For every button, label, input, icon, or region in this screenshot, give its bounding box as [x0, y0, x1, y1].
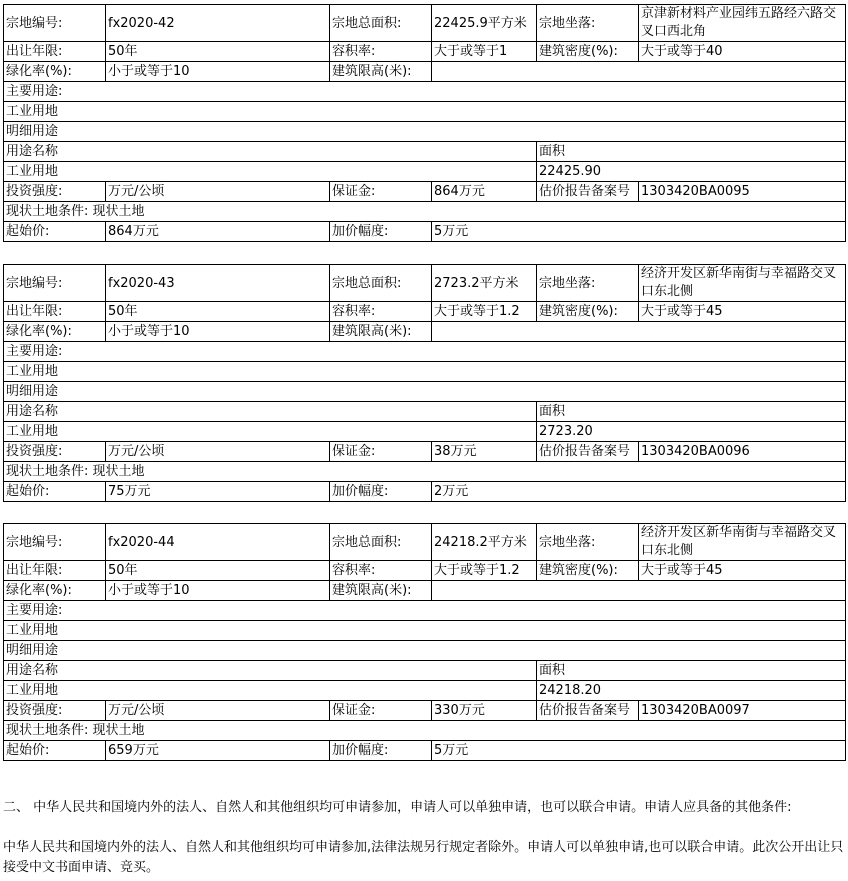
parcel-no-label: 宗地编号: [4, 5, 106, 42]
invest-value: 万元/公顷 [106, 442, 330, 462]
use-name-header: 用途名称 [4, 661, 537, 681]
area-header: 面积 [537, 402, 846, 422]
height-limit-value [432, 322, 846, 342]
far-label: 容积率: [330, 302, 432, 322]
far-label: 容积率: [330, 561, 432, 581]
height-limit-value [432, 62, 846, 82]
parcel-row-condition [4, 202, 846, 222]
location-label: 宗地坐落: [537, 5, 639, 42]
parcel-no-value: fx2020-43 [106, 265, 330, 302]
green-value: 小于或等于10 [106, 62, 330, 82]
far-value: 大于或等于1.2 [432, 302, 537, 322]
term-label: 出让年限: [4, 42, 106, 62]
total-area-label: 宗地总面积: [330, 5, 432, 42]
parcel-table-3 [3, 523, 846, 761]
term-value: 50年 [106, 561, 330, 581]
far-value: 大于或等于1 [432, 42, 537, 62]
total-area-value: 2723.2平方米 [432, 265, 537, 302]
green-value: 小于或等于10 [106, 322, 330, 342]
parcel-row-term [4, 302, 846, 322]
parcel-no-label: 宗地编号: [4, 524, 106, 561]
parcel-row-green [4, 322, 846, 342]
area-header: 面积 [537, 661, 846, 681]
detail-use-label: 明细用途 [4, 641, 846, 661]
current-condition-label: 现状土地条件: [6, 204, 89, 219]
appraisal-label: 估价报告备案号 [537, 182, 639, 202]
parcel-row-use-header [4, 402, 846, 422]
parcel-row-term [4, 561, 846, 581]
parcel-row-price [4, 482, 846, 502]
green-label: 绿化率(%): [4, 581, 106, 601]
start-price-label: 起始价: [4, 482, 106, 502]
parcel-row-id [4, 265, 846, 302]
height-limit-value [432, 581, 846, 601]
invest-value: 万元/公顷 [106, 182, 330, 202]
start-price-label: 起始价: [4, 741, 106, 761]
appraisal-value: 1303420BA0097 [639, 701, 846, 721]
use-name-value: 工业用地 [4, 422, 537, 442]
area-value: 22425.90 [537, 162, 846, 182]
appraisal-label: 估价报告备案号 [537, 701, 639, 721]
parcel-row-condition [4, 721, 846, 741]
current-condition [4, 721, 846, 741]
invest-label: 投资强度: [4, 701, 106, 721]
invest-value: 万元/公顷 [106, 701, 330, 721]
location-value: 经济开发区新华南街与幸福路交叉口东北侧 [639, 265, 846, 302]
density-value: 大于或等于40 [639, 42, 846, 62]
parcel-no-label: 宗地编号: [4, 265, 106, 302]
parcel-table-1 [3, 4, 846, 242]
area-value: 24218.20 [537, 681, 846, 701]
parcel-row-use [4, 162, 846, 182]
increment-label: 加价幅度: [330, 482, 432, 502]
current-condition [4, 202, 846, 222]
term-value: 50年 [106, 42, 330, 62]
height-limit-label: 建筑限高(米): [330, 322, 432, 342]
density-label: 建筑密度(%): [537, 42, 639, 62]
location-label: 宗地坐落: [537, 524, 639, 561]
parcel-row-invest [4, 182, 846, 202]
parcel-row-use [4, 681, 846, 701]
start-price-value: 75万元 [106, 482, 330, 502]
parcel-row-term [4, 42, 846, 62]
main-use-label: 主要用途: [4, 82, 846, 102]
current-condition [4, 462, 846, 482]
increment-label: 加价幅度: [330, 222, 432, 242]
parcel-row-main-use [4, 621, 846, 641]
height-limit-label: 建筑限高(米): [330, 62, 432, 82]
green-label: 绿化率(%): [4, 322, 106, 342]
appraisal-value: 1303420BA0095 [639, 182, 846, 202]
parcel-row-invest [4, 442, 846, 462]
parcel-row-green [4, 581, 846, 601]
term-label: 出让年限: [4, 561, 106, 581]
density-label: 建筑密度(%): [537, 302, 639, 322]
parcel-row-green [4, 62, 846, 82]
location-value: 京津新材料产业园纬五路经六路交叉口西北角 [639, 5, 846, 42]
deposit-value: 330万元 [432, 701, 537, 721]
parcel-row-main-use-label [4, 342, 846, 362]
use-name-header: 用途名称 [4, 402, 537, 422]
start-price-value: 864万元 [106, 222, 330, 242]
parcel-row-main-use-label [4, 601, 846, 621]
total-area-label: 宗地总面积: [330, 265, 432, 302]
current-condition-value: 现状土地 [92, 204, 145, 219]
parcel-no-value: fx2020-44 [106, 524, 330, 561]
parcel-row-use-header [4, 142, 846, 162]
use-name-value: 工业用地 [4, 681, 537, 701]
parcel-row-detail-use [4, 641, 846, 661]
main-use-label: 主要用途: [4, 601, 846, 621]
use-name-value: 工业用地 [4, 162, 537, 182]
appraisal-label: 估价报告备案号 [537, 442, 639, 462]
invest-label: 投资强度: [4, 442, 106, 462]
main-use-value: 工业用地 [4, 102, 846, 122]
increment-value: 2万元 [432, 482, 846, 502]
density-value: 大于或等于45 [639, 302, 846, 322]
deposit-label: 保证金: [330, 182, 432, 202]
use-name-header: 用途名称 [4, 142, 537, 162]
current-condition-value: 现状土地 [92, 723, 145, 738]
increment-value: 5万元 [432, 741, 846, 761]
section-two-text: 二、 中华人民共和国境内外的法人、自然人和其他组织均可申请参加，申请人可以单独申请，也可以联合申请。申请人应具备的其他条件: [3, 800, 792, 815]
detail-use-label: 明细用途 [4, 122, 846, 142]
total-area-label: 宗地总面积: [330, 524, 432, 561]
parcel-row-use [4, 422, 846, 442]
detail-use-label: 明细用途 [4, 382, 846, 402]
height-limit-label: 建筑限高(米): [330, 581, 432, 601]
parcel-row-main-use [4, 102, 846, 122]
deposit-label: 保证金: [330, 701, 432, 721]
location-value: 经济开发区新华南街与幸福路交叉口东北侧 [639, 524, 846, 561]
total-area-value: 22425.9平方米 [432, 5, 537, 42]
parcel-no-value: fx2020-42 [106, 5, 330, 42]
parcel-row-invest [4, 701, 846, 721]
parcel-row-id [4, 5, 846, 42]
green-value: 小于或等于10 [106, 581, 330, 601]
term-value: 50年 [106, 302, 330, 322]
parcel-row-price [4, 222, 846, 242]
area-header: 面积 [537, 142, 846, 162]
far-value: 大于或等于1.2 [432, 561, 537, 581]
parcel-row-use-header [4, 661, 846, 681]
main-use-value: 工业用地 [4, 362, 846, 382]
parcel-row-main-use [4, 362, 846, 382]
total-area-value: 24218.2平方米 [432, 524, 537, 561]
green-label: 绿化率(%): [4, 62, 106, 82]
density-value: 大于或等于45 [639, 561, 846, 581]
far-label: 容积率: [330, 42, 432, 62]
density-label: 建筑密度(%): [537, 561, 639, 581]
parcel-row-detail-use [4, 122, 846, 142]
parcel-row-detail-use [4, 382, 846, 402]
parcel-row-id [4, 524, 846, 561]
term-label: 出让年限: [4, 302, 106, 322]
start-price-label: 起始价: [4, 222, 106, 242]
current-condition-value: 现状土地 [92, 464, 145, 479]
parcel-row-main-use-label [4, 82, 846, 102]
main-use-value: 工业用地 [4, 621, 846, 641]
deposit-label: 保证金: [330, 442, 432, 462]
current-condition-label: 现状土地条件: [6, 464, 89, 479]
main-use-label: 主要用途: [4, 342, 846, 362]
invest-label: 投资强度: [4, 182, 106, 202]
parcel-table-2 [3, 264, 846, 502]
current-condition-label: 现状土地条件: [6, 723, 89, 738]
conditions-text: 中华人民共和国境内外的法人、自然人和其他组织均可申请参加,法律法规另行规定者除外。申请人可以单独申请,也可以联合申请。此次公开出让只接受中文书面申请、竞买。 [3, 840, 844, 875]
location-label: 宗地坐落: [537, 265, 639, 302]
deposit-value: 38万元 [432, 442, 537, 462]
parcel-row-condition [4, 462, 846, 482]
increment-label: 加价幅度: [330, 741, 432, 761]
parcel-row-price [4, 741, 846, 761]
start-price-value: 659万元 [106, 741, 330, 761]
area-value: 2723.20 [537, 422, 846, 442]
deposit-value: 864万元 [432, 182, 537, 202]
appraisal-value: 1303420BA0096 [639, 442, 846, 462]
increment-value: 5万元 [432, 222, 846, 242]
